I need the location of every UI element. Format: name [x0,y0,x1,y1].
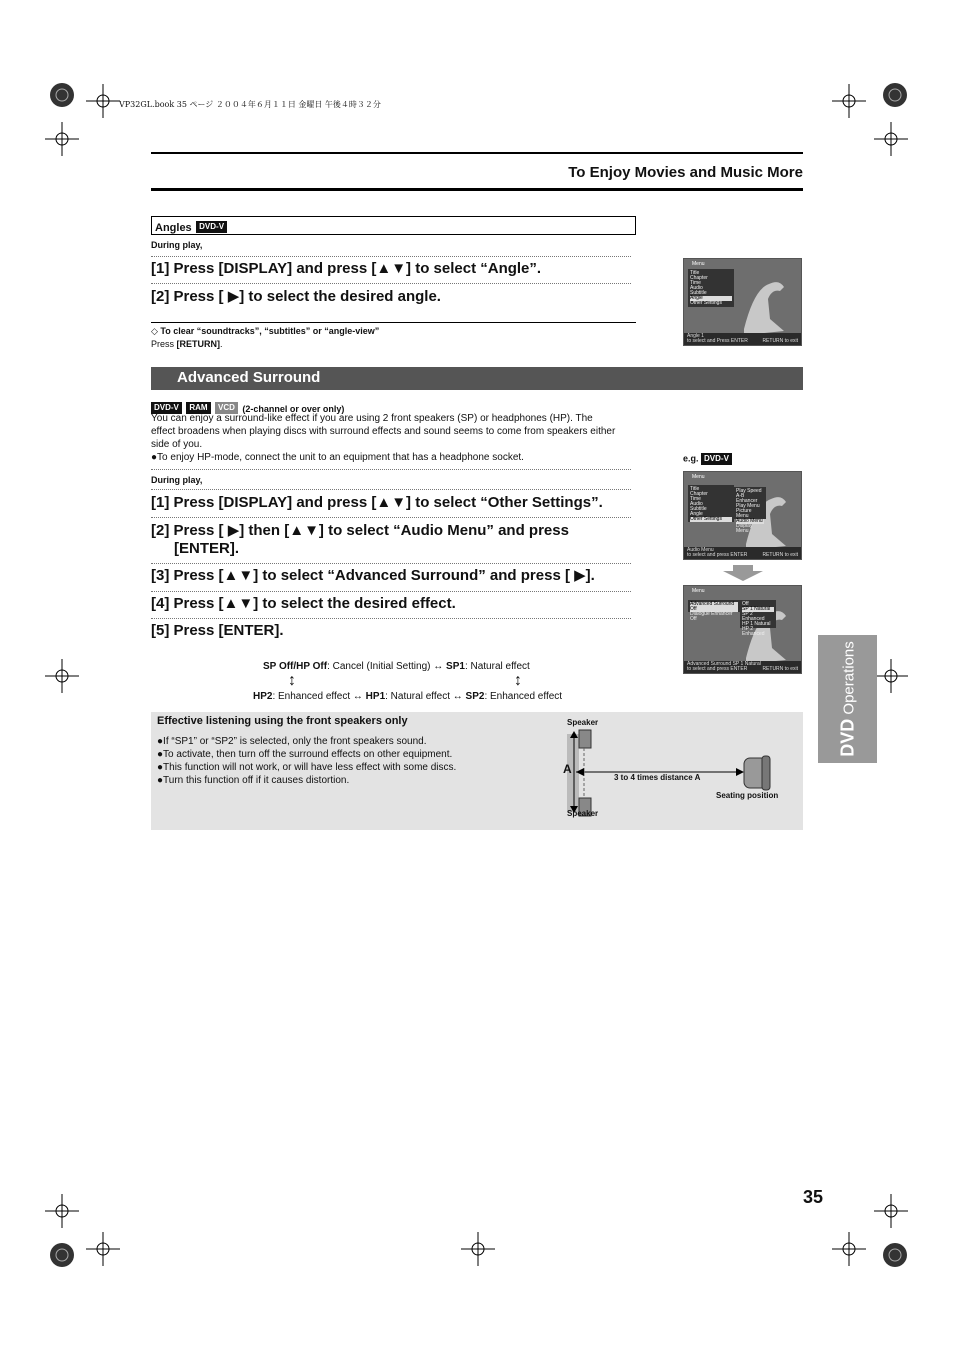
description-line: You can enjoy a surround-like effect if you are using 2 front speakers (SP) or headphones (HP). The [151,413,593,424]
status-right: RETURN to exit [762,666,798,672]
menu-row: Title [690,270,700,276]
menu-row-label: Advanced Surround [690,601,735,607]
status-right: RETURN to exit [762,338,798,344]
file-info: VP32GL.book 35 ページ ２００４年６月１１日 金曜日 午後４時３２分 [119,100,381,109]
menu-row: Subtitle [690,506,707,512]
menu-row: Chapter [690,491,708,497]
dvd-v-tag: DVD-V [701,453,732,465]
submenu-item: Play Speed [736,488,762,494]
description-line: effect broadens when playing discs with surround effects and sound seems to come from speakers either [151,426,616,437]
channel-note: (2-channel or over only) [242,404,345,414]
registration-mark-icon [45,78,79,112]
updown-arrow-icon: ↕ [514,672,522,689]
angles-step-1: [1] Press [DISPLAY] and press [▲▼] to select “Angle”. [151,260,542,277]
menu-header: Menu [692,588,705,594]
menu-row: Subtitle [690,290,707,296]
bullet: ●This function will not work, or will have less effect with some discs. [157,762,457,773]
eg-text: e.g. [683,453,699,464]
status-hint: to select and press ENTER [687,666,748,672]
ram-tag: RAM [186,402,210,414]
surround-step-2-cont: [ENTER]. [174,540,239,557]
registration-mark-icon [878,78,912,112]
audio-menu-screenshot [683,471,802,560]
crosshair-icon [874,659,908,693]
submenu-item: SP 2 Enhanced [742,611,765,622]
info-menu [688,485,734,522]
bullet: ●Turn this function off if it causes distortion. [157,775,350,786]
surround-step-1: [1] Press [DISPLAY] and press [▲▼] to select “Other Settings”. [151,494,603,511]
cycle-text: : Enhanced effect ↔ [272,691,366,702]
menu-row: Other Settings [690,517,732,522]
crosshair-icon [832,1232,866,1266]
submenu-item: HP 1 Natural [742,621,771,627]
speaker-top-label: Speaker [567,718,599,727]
distance-text: 3 to 4 times distance A [614,773,701,782]
status-bar [684,661,801,673]
effective-listening-title: Effective listening using the front speakers only [157,715,408,727]
registration-mark-icon [45,1238,79,1272]
vcd-tag: VCD [215,402,238,414]
advanced-surround-heading: Advanced Surround [151,367,803,390]
status-left: Advanced Surround SP 1 Natural [687,661,761,667]
submenu-item: Display Menu [736,523,753,534]
sp-off-label: SP Off/HP Off [263,661,328,672]
menu-row: Angle [690,511,703,517]
updown-arrow-icon: ↕ [288,672,296,689]
menu-row-value: Off [690,606,697,612]
menu-row: Title [690,486,700,492]
surround-step-3: [3] Press [▲▼] to select “Advanced Surround” and press [ ▶]. [151,567,595,584]
example-label [683,453,732,465]
speaker-bottom-label: Speaker [567,809,599,818]
submenu-item: A-B Enhancer [736,493,758,504]
dvd-v-tag: DVD-V [151,402,182,414]
crosshair-icon [832,84,866,118]
angles-step-2: [2] Press [ ▶] to select the desired angle. [151,288,441,305]
hp-note: ●To enjoy HP-mode, connect the unit to an equipment that has a headphone socket. [151,452,524,463]
clear-title: ◇ To clear “soundtracks”, “subtitles” or “angle-view” [151,326,380,336]
section-title: To Enjoy Movies and Music More [568,164,803,181]
submenu-item: Audio Menu [736,518,763,524]
menu-row: Audio [690,285,703,291]
divider [151,563,631,564]
status-hint: to select and Press ENTER [687,338,748,344]
crosshair-icon [45,122,79,156]
clear-press: Press [151,339,177,349]
submenu [734,487,766,534]
crosshair-icon [86,84,120,118]
sp1-label: SP1 [446,661,465,672]
menu-row: Audio [690,501,703,507]
divider [151,489,631,490]
submenu-item: HP 2 Enhanced [742,626,765,637]
menu-row: Time [690,280,701,286]
clear-end: . [220,339,223,349]
return-key: [RETURN] [176,339,221,349]
submenu-item: Play Menu [736,503,760,509]
menu-row: Angle [690,296,732,301]
bullet: ●To activate, then turn off the surround effects on other equipment. [157,749,453,760]
divider [151,469,631,470]
divider [151,517,631,518]
dvd-operations-tab [818,635,877,763]
status-left: Audio Menu [687,547,714,553]
menu-row [690,612,738,622]
info-menu [688,269,734,307]
description-line: side of you. [151,439,203,450]
angles-title-box [151,216,636,235]
cycle-text: : Enhanced effect [484,691,563,702]
side-tab-bold: DVD [837,718,857,757]
status-bar [684,333,801,345]
cycle-text: : Natural effect [464,661,530,672]
divider [151,283,631,284]
divider [151,618,631,619]
bullet: ●If “SP1” or “SP2” is selected, only the front speakers sound. [157,736,427,747]
status-hint: to select and press ENTER [687,552,748,558]
dvd-v-tag: DVD-V [196,221,227,233]
clear-instruction [151,338,223,350]
crosshair-icon [874,122,908,156]
submenu-item: Off [742,601,749,607]
menu-header: Menu [692,474,705,480]
surround-step-5: [5] Press [ENTER]. [151,622,284,639]
crosshair-icon [86,1232,120,1266]
menu-row-value: Off [690,616,697,622]
menu-row: Time [690,496,701,502]
submenu-item: Picture Menu [736,508,752,519]
during-play-label: During play, [151,240,203,250]
seating-position-label: Seating position [716,791,779,800]
status-left: Angle 1 [687,333,704,339]
divider [151,256,631,257]
effect-submenu [740,600,776,637]
divider [151,591,631,592]
effect-cycle-top [263,660,530,673]
cycle-text: : Natural effect ↔ [385,691,466,702]
menu-header: Menu [692,261,705,267]
submenu-item: SP 1 Natural [742,607,774,612]
during-play-label: During play, [151,475,203,485]
effect-cycle-bottom [253,690,562,703]
hp2-label: HP2 [253,691,273,702]
cycle-text: : Cancel (Initial Setting) ↔ [327,661,447,672]
menu-row: Chapter [690,275,708,281]
side-tab-label [837,641,858,757]
header-bottom-rule [151,188,803,191]
speaker-diagram [562,716,800,826]
crosshair-icon [45,1194,79,1228]
angle-menu-screenshot [683,258,802,346]
clear-rule [151,322,636,323]
advanced-surround-screenshot [683,585,802,674]
menu-row-label: Dialogue Enhancer [690,611,733,617]
surround-step-4: [4] Press [▲▼] to select the desired effect. [151,595,456,612]
distance-a-label: A [563,762,572,776]
page-number: 35 [803,1187,824,1207]
angles-title: Angles [155,222,192,234]
side-tab-rest: Operations [840,641,857,719]
down-arrow-icon [723,565,763,586]
menu-row: Other Settings [690,300,722,306]
sp2-label: SP2 [465,691,485,702]
header-top-rule [151,152,803,154]
surround-step-2: [2] Press [ ▶] then [▲▼] to select “Audio Menu” and press [151,522,569,539]
crosshair-icon [461,1232,495,1266]
status-right: RETURN to exit [762,552,798,558]
crosshair-icon [45,659,79,693]
hp1-label: HP1 [365,691,386,702]
audio-menu [688,600,740,622]
status-bar [684,547,801,559]
registration-mark-icon [878,1238,912,1272]
crosshair-icon [874,1194,908,1228]
